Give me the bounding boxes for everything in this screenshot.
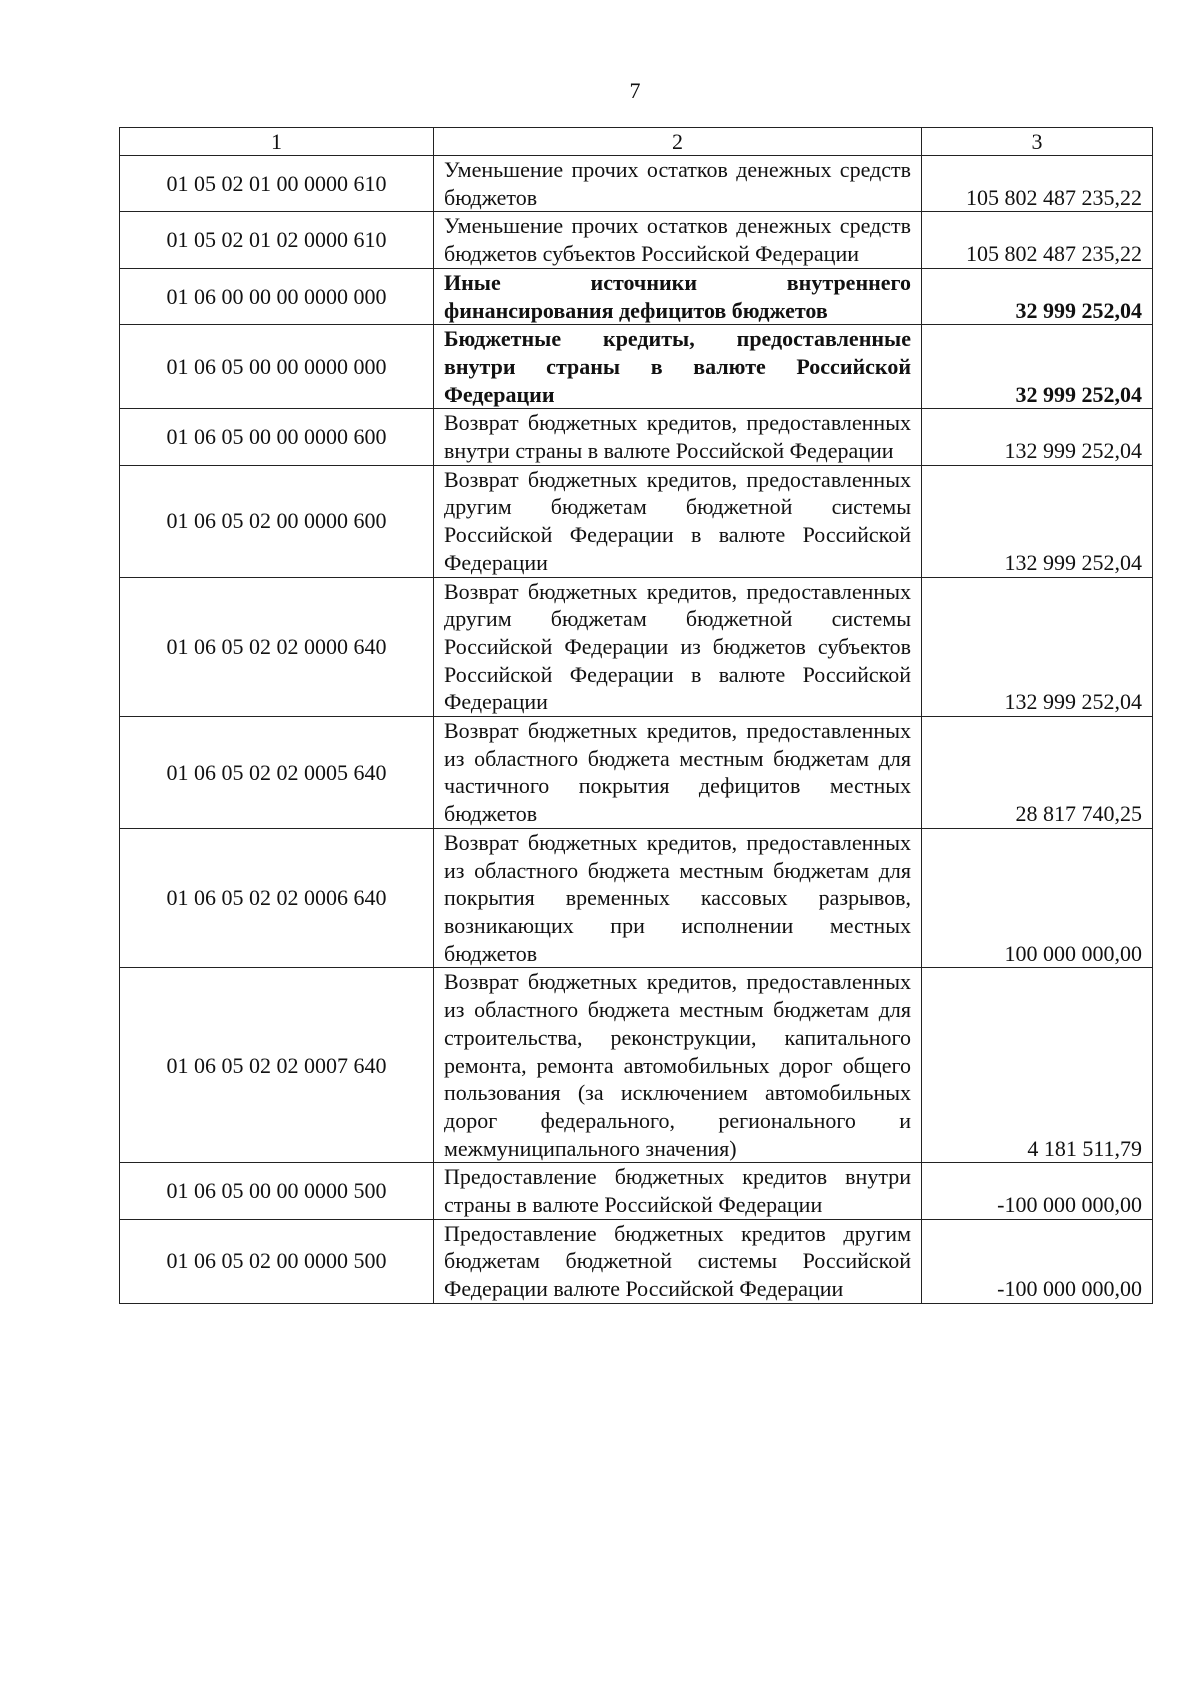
table-row [120,717,1153,829]
column-header-2: 2 [434,128,922,156]
row-amount: 32 999 252,04 [922,325,1153,409]
classification-code: 01 06 05 02 02 0000 640 [120,577,434,717]
row-amount: 132 999 252,04 [922,465,1153,577]
row-description: Возврат бюджетных кредитов, предоставленных из областного бюджета местным бюджетам для частичного покрытия дефицитов местных бюджетов [434,717,922,829]
table-row [120,465,1153,577]
table-row [120,409,1153,465]
row-description: Возврат бюджетных кредитов, предоставленных другим бюджетам бюджетной системы Российской Федерации из бюджетов субъектов Российской Федерации в валюте Российской Федерации [434,577,922,717]
classification-code: 01 06 05 00 00 0000 000 [120,325,434,409]
row-description: Предоставление бюджетных кредитов другим бюджетам бюджетной системы Российской Федерации валюте Российской Федерации [434,1219,922,1303]
row-description: Уменьшение прочих остатков денежных средств бюджетов [434,156,922,212]
classification-code: 01 06 05 02 02 0005 640 [120,717,434,829]
table-row [120,325,1153,409]
row-amount: 105 802 487 235,22 [922,156,1153,212]
table-row [120,577,1153,717]
row-amount: 132 999 252,04 [922,577,1153,717]
row-amount: 132 999 252,04 [922,409,1153,465]
budget-sources-table [119,127,1153,1304]
table-row [120,212,1153,268]
table-row [120,1219,1153,1303]
table-row [120,156,1153,212]
row-description: Предоставление бюджетных кредитов внутри страны в валюте Российской Федерации [434,1163,922,1219]
table-row [120,1163,1153,1219]
column-header-3: 3 [922,128,1153,156]
classification-code: 01 06 05 02 02 0007 640 [120,968,434,1163]
table-row [120,968,1153,1163]
row-description: Уменьшение прочих остатков денежных средств бюджетов субъектов Российской Федерации [434,212,922,268]
table-row [120,268,1153,324]
row-amount: -100 000 000,00 [922,1219,1153,1303]
column-header-1: 1 [120,128,434,156]
table-row [120,828,1153,968]
row-description: Возврат бюджетных кредитов, предоставленных из областного бюджета местным бюджетам для покрытия временных кассовых разрывов, возникающих при исполнении местных бюджетов [434,828,922,968]
row-description: Возврат бюджетных кредитов, предоставленных из областного бюджета местным бюджетам для строительства, реконструкции, капитального ремонта, ремонта автомобильных дорог общего пользования (за исключением автомобильных дорог федерального, регионального и межмуниципального значения) [434,968,922,1163]
classification-code: 01 06 05 00 00 0000 500 [120,1163,434,1219]
row-amount: 100 000 000,00 [922,828,1153,968]
row-description: Бюджетные кредиты, предоставленные внутри страны в валюте Российской Федерации [434,325,922,409]
row-description: Возврат бюджетных кредитов, предоставленных другим бюджетам бюджетной системы Российской Федерации в валюте Российской Федерации [434,465,922,577]
row-amount: 105 802 487 235,22 [922,212,1153,268]
row-description: Возврат бюджетных кредитов, предоставленных внутри страны в валюте Российской Федерации [434,409,922,465]
classification-code: 01 06 05 02 02 0006 640 [120,828,434,968]
classification-code: 01 05 02 01 02 0000 610 [120,212,434,268]
row-amount: 28 817 740,25 [922,717,1153,829]
classification-code: 01 06 05 02 00 0000 600 [120,465,434,577]
page-number: 7 [629,78,641,103]
row-amount: 4 181 511,79 [922,968,1153,1163]
classification-code: 01 05 02 01 00 0000 610 [120,156,434,212]
table-header-row [120,128,1153,156]
classification-code: 01 06 00 00 00 0000 000 [120,268,434,324]
classification-code: 01 06 05 02 00 0000 500 [120,1219,434,1303]
row-description: Иные источники внутреннего финансирования дефицитов бюджетов [434,268,922,324]
classification-code: 01 06 05 00 00 0000 600 [120,409,434,465]
row-amount: -100 000 000,00 [922,1163,1153,1219]
row-amount: 32 999 252,04 [922,268,1153,324]
